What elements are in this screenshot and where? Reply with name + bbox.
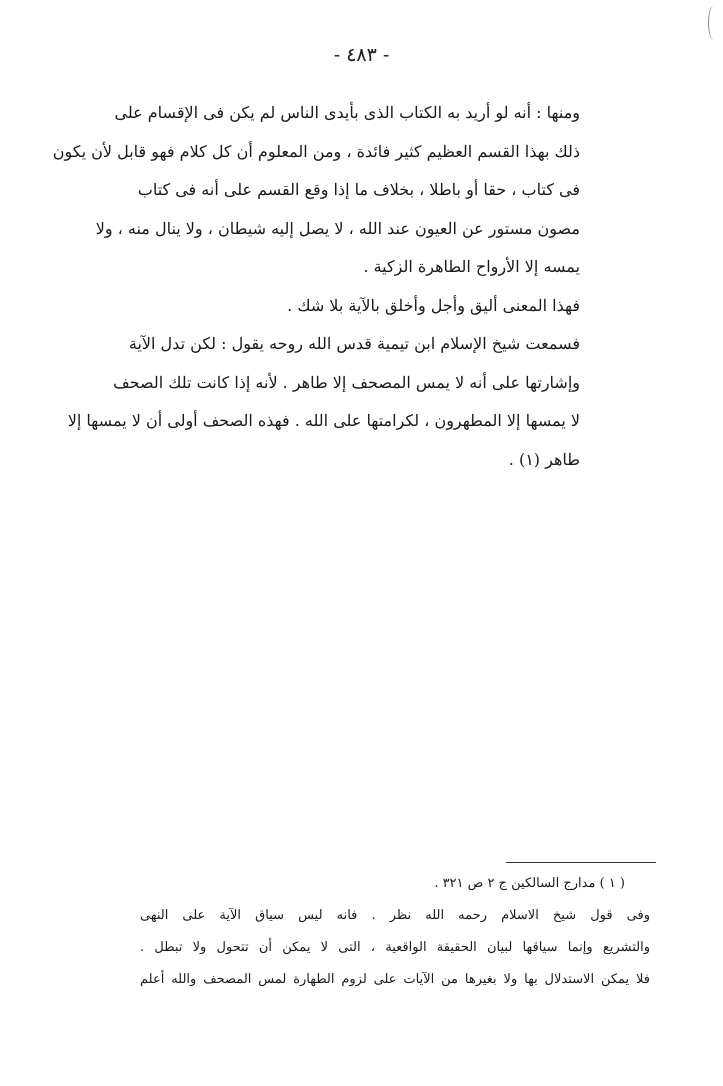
footnote-line: وفى قول شيخ الاسلام رحمه الله نظر . فانه ليس سياق الآية على النهى (140, 908, 650, 923)
footnotes (140, 868, 650, 996)
text-line: ومنها : أنه لو أريد به الكتاب الذى بأيدى الناس لم يكن فى الإقسام على (114, 103, 580, 122)
text-line: فى كتاب ، حقا أو باطلا ، بخلاف ما إذا وقع القسم على أنه فى كتاب (137, 180, 580, 199)
text-line: طاهر (١) . (508, 449, 580, 469)
text-line: فهذا المعنى أليق وأجل وأخلق بالآية بلا شك . (287, 295, 580, 315)
footnote-line: ( ١ ) مدارج السالكين ج ٢ ص ٣٢١ . (434, 876, 625, 891)
footnote-line: فلا يمكن الاستدلال بها ولا بغيرها من الآيات على لزوم الطهارة لمس المصحف والله أعلم (140, 972, 650, 987)
text-line: ذلك بهذا القسم العظيم كثير فائدة ، ومن المعلوم أن كل كلام فهو قابل لأن يكون (52, 141, 580, 161)
main-text (52, 94, 580, 479)
text-line: لا يمسها إلا المطهرون ، لكرامتها على الله . فهذه الصحف أولى أن لا يمسها إلا (67, 411, 580, 430)
text-line: يمسه إلا الأرواح الطاهرة الزكية . (363, 257, 580, 276)
scan-edge-mark (708, 6, 719, 40)
text-line: مصون مستور عن العيون عند الله ، لا يصل إليه شيطان ، ولا ينال منه ، ولا (95, 218, 580, 238)
text-line: فسمعت شيخ الإسلام ابن تيمية قدس الله روحه يقول : لكن تدل الآية (128, 334, 580, 353)
page-number: - ٤٨٣ - (333, 44, 390, 66)
footnote-line: والتشريع وإنما سياقها لبيان الحقيقة الواقعية ، التى لا يمكن أن تتحول ولا تبطل . (140, 940, 650, 955)
text-line: وإشارتها على أنه لا يمس المصحف إلا طاهر . لأنه إذا كانت تلك الصحف (113, 372, 580, 392)
footnote-divider (506, 862, 656, 863)
